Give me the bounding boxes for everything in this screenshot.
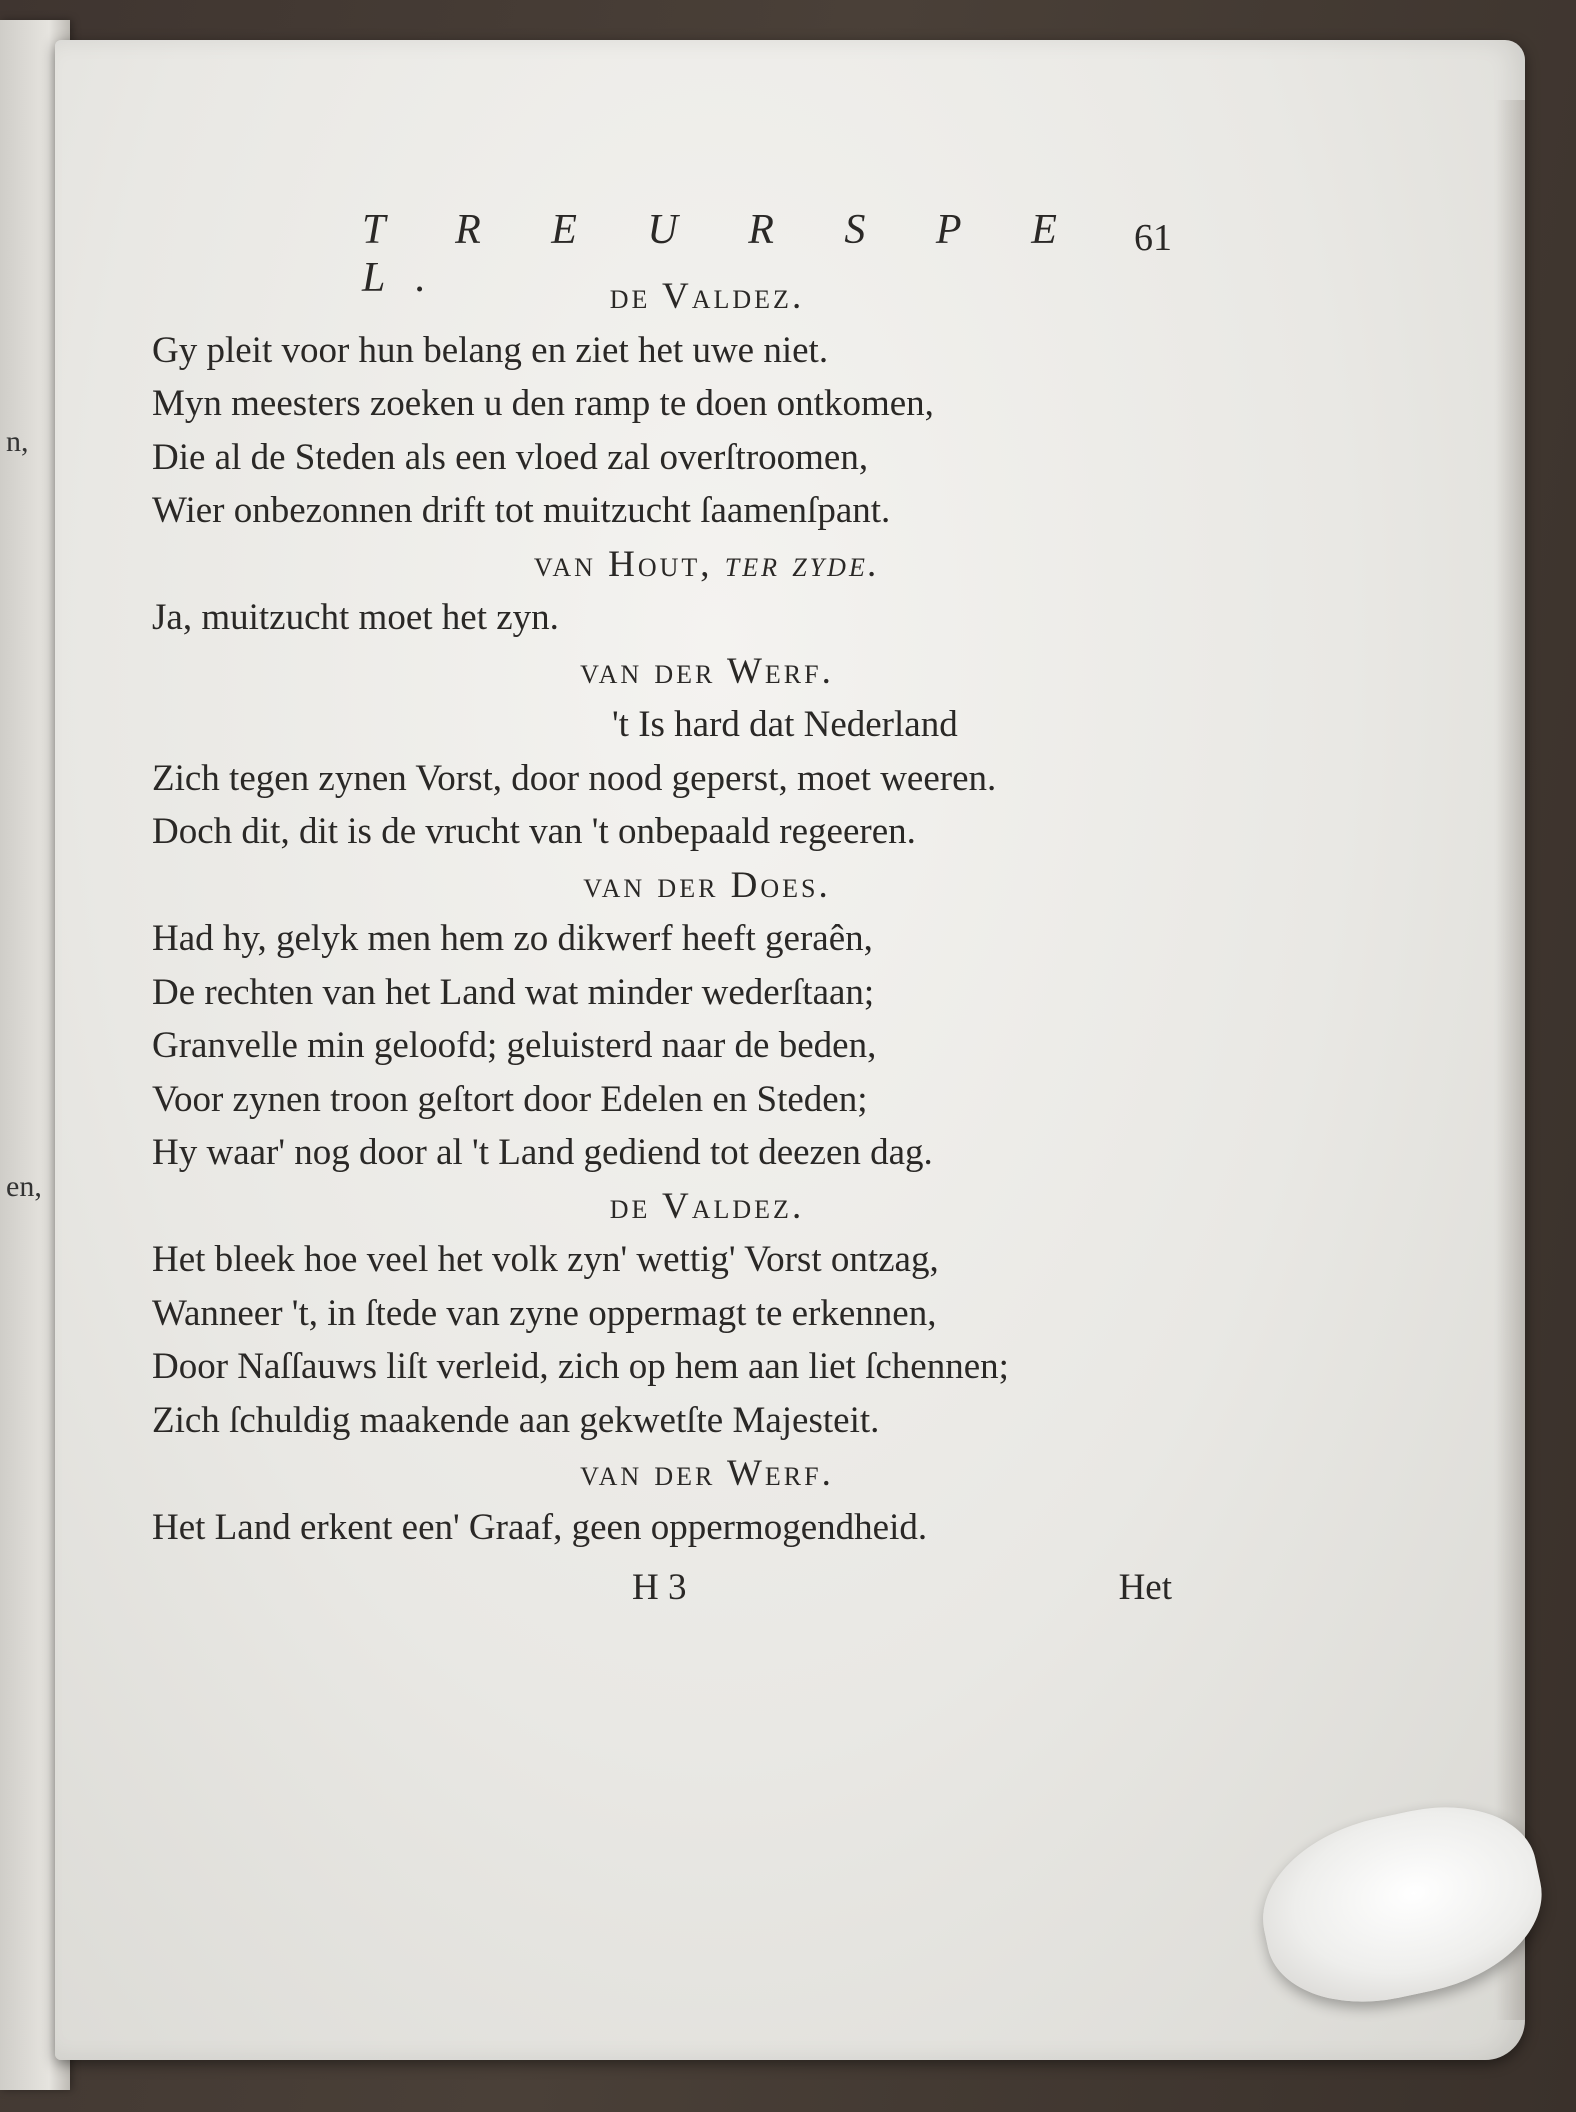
- previous-page-mark: en,: [6, 1170, 42, 1203]
- speaker-name: [152, 538, 1172, 592]
- verse-line: Die al de Steden als een vloed zal overſtroomen,: [152, 436, 869, 478]
- verse-line: Zich ſchuldig maakende aan gekwetſte Majesteit.: [152, 1399, 880, 1441]
- page-number: 61: [1134, 217, 1172, 259]
- verse-line: Door Naſſauws liſt verleid, zich op hem aan liet ſchennen;: [152, 1346, 1009, 1387]
- verse-line: Hy waar' nog door al 't Land gediend tot deezen dag.: [152, 1132, 933, 1173]
- verse-line: Ja, muitzucht moet het zyn.: [152, 597, 559, 638]
- page-edge-shadow: [1495, 100, 1525, 2020]
- page-footer: [152, 1556, 1172, 1616]
- speaker-label: van Hout,: [533, 543, 713, 585]
- catchword: Het: [1118, 1567, 1172, 1608]
- speaker-label: de Valdez.: [609, 276, 805, 317]
- previous-page-mark: n,: [6, 425, 29, 458]
- speaker-label: de Valdez.: [609, 1185, 805, 1227]
- speaker-label: van der Werf.: [580, 1453, 834, 1494]
- verse-line: Wanneer 't, in ſtede van zyne oppermagt te erkennen,: [152, 1292, 937, 1334]
- verse-line: Had hy, gelyk men hem zo dikwerf heeft geraên,: [152, 918, 873, 959]
- verse-line: Zich tegen zynen Vorst, door nood geperst, moet weeren.: [152, 757, 997, 799]
- verse-line: Wier onbezonnen drift tot muitzucht ſaamenſpant.: [152, 490, 891, 531]
- speaker-label: van der Werf.: [580, 650, 834, 692]
- speaker-name: [152, 1447, 1172, 1501]
- verse-line: Granvelle min geloofd; geluisterd naar de beden,: [152, 1025, 877, 1066]
- speaker-name: [152, 645, 1172, 699]
- page-text: [152, 200, 1172, 1616]
- verse-block: [152, 270, 1172, 1554]
- verse-line: Myn meesters zoeken u den ramp te doen ontkomen,: [152, 383, 934, 424]
- verse-line: Doch dit, dit is de vrucht van 't onbepaald regeeren.: [152, 811, 916, 852]
- verse-line: Het bleek hoe veel het volk zyn' wettig' Vorst ontzag,: [152, 1239, 939, 1280]
- speaker-name: [152, 1180, 1172, 1234]
- verse-line: Voor zynen troon geſtort door Edelen en Steden;: [152, 1078, 868, 1120]
- verse-line: Gy pleit voor hun belang en ziet het uwe niet.: [152, 329, 829, 371]
- stage-direction: ter zyde.: [724, 543, 881, 585]
- verse-line: Het Land erkent een' Graaf, geen oppermogendheid.: [152, 1506, 928, 1548]
- verse-line: 't Is hard dat Nederland: [612, 704, 958, 745]
- speaker-name: [152, 859, 1172, 913]
- speaker-label: van der Does.: [583, 864, 831, 906]
- verse-line: De rechten van het Land wat minder wederſtaan;: [152, 971, 875, 1013]
- running-title: T R E U R S P E L.: [362, 207, 1087, 301]
- signature-mark: H 3: [632, 1567, 687, 1608]
